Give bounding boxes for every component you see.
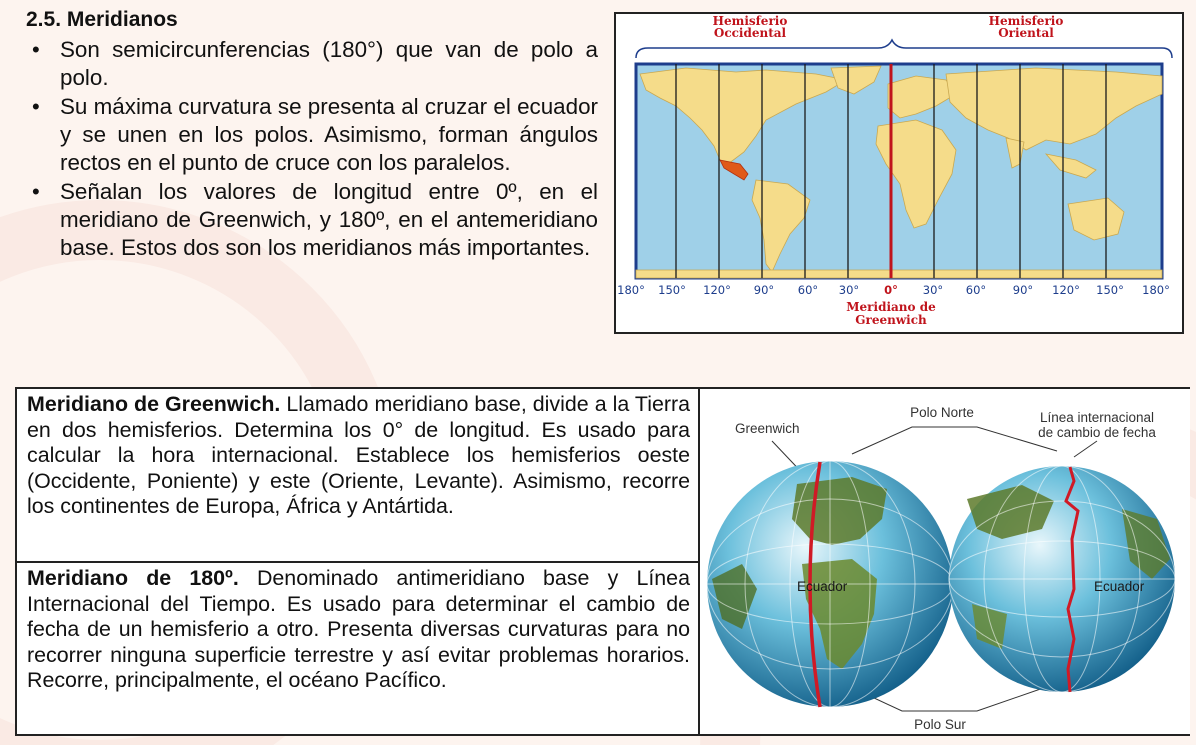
longitude-ticks: [617, 283, 1170, 297]
tick-label: 30°: [838, 283, 860, 297]
bullet-item: • Su máxima curvatura se presenta al cruzar el ecuador y se unen en los polos. Asimismo, forman ángulos rectos en el punto de cruce con los paralelos.: [26, 93, 598, 177]
tick-label: 60°: [797, 283, 819, 297]
left-globe: [707, 461, 953, 707]
greenwich-globe-label: Greenwich: [735, 421, 800, 436]
definitions-column: [17, 389, 700, 734]
greenwich-definition-cell: [17, 389, 698, 563]
right-globe: [949, 466, 1175, 692]
world-meridian-map: [614, 12, 1184, 334]
globes-figure: [702, 389, 1190, 734]
equator-label: Ecuador: [1094, 579, 1145, 594]
globes-svg: [702, 389, 1190, 734]
bullet-item: • Señalan los valores de longitud entre 0º, en el meridiano de Greenwich, y 180º, en el antemeridiano base. Estos dos son los meridianos más importantes.: [26, 178, 598, 262]
meridian-180-definition-title: Meridiano de 180º.: [27, 566, 239, 590]
greenwich-label: Meridiano de: [846, 300, 936, 314]
tick-label: 150°: [1096, 283, 1124, 297]
bullet-item: • Son semicircunferencias (180°) que van de polo a polo.: [26, 36, 598, 92]
tick-label: 90°: [753, 283, 775, 297]
tick-label: 150°: [658, 283, 686, 297]
north-pole-label: Polo Norte: [910, 405, 974, 420]
meridian-180-definition-cell: [17, 563, 698, 736]
meridian-180-definition-text: Denominado antimeridiano base y Línea Internacional del Tiempo. Es usado para determinar el cambio de fecha de un hemisferio a otro. Presenta diversas curvaturas para no recorrer ninguna superficie terrestre y así evitar problemas horarios. Recorre, principalmente, el océano Pacífico.: [27, 566, 690, 693]
equator-label: Ecuador: [797, 579, 848, 594]
date-line-label: de cambio de fecha: [1038, 425, 1156, 440]
tick-label: 180°: [617, 283, 645, 297]
greenwich-definition-text: Llamado meridiano base, divide a la Tierra en dos hemisferios. Determina los 0° de longitud. Es usado para calcular la hora internacional. Establece los hemisferios oeste (Occidente, Poniente) y este (Oriente, Levante). Asimismo, recorre los continentes de Europa, África y Antártida.: [27, 392, 690, 519]
bullet-list: [26, 36, 598, 262]
date-line-label: Línea internacional: [1039, 410, 1155, 425]
west-hemisphere-label: Hemisferio: [712, 14, 788, 28]
meridian-info-table: [15, 387, 1190, 736]
tick-label: 60°: [965, 283, 987, 297]
greenwich-definition-title: Meridiano de Greenwich.: [27, 392, 281, 416]
section-title: 2.5. Meridianos: [26, 8, 178, 31]
tick-label: 180°: [1142, 283, 1170, 297]
world-map-svg: [616, 14, 1182, 332]
greenwich-label: Greenwich: [855, 313, 927, 327]
west-hemisphere-label: Occidental: [713, 26, 787, 40]
east-hemisphere-label: Oriental: [998, 26, 1054, 40]
tick-label: 30°: [922, 283, 944, 297]
east-hemisphere-label: Hemisferio: [988, 14, 1064, 28]
tick-label: 120°: [703, 283, 731, 297]
tick-label-greenwich: 0°: [884, 283, 898, 297]
tick-label: 90°: [1012, 283, 1034, 297]
tick-label: 120°: [1052, 283, 1080, 297]
meridianos-section: [26, 8, 598, 263]
south-pole-label: Polo Sur: [914, 717, 966, 732]
hemisphere-brace: [636, 40, 1172, 58]
